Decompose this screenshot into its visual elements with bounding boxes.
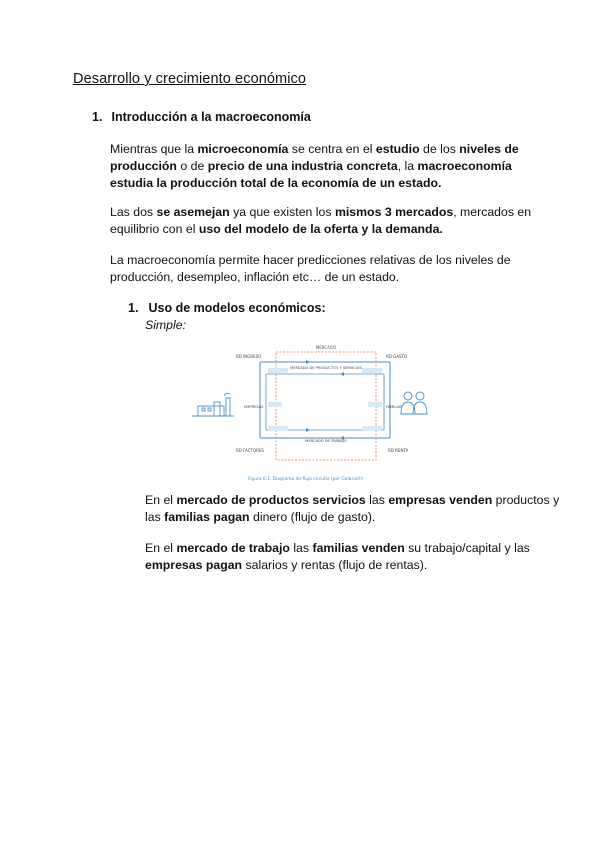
text: las	[289, 541, 313, 555]
text: salarios y rentas (flujo de rentas).	[242, 558, 428, 572]
flow-label-box	[368, 402, 382, 407]
text: productos y las	[145, 493, 560, 524]
bold-text: estudio	[375, 142, 420, 156]
flow-label-box	[268, 368, 288, 373]
bold-text: familias pagan	[164, 510, 250, 524]
paragraph-intro	[110, 141, 550, 192]
bold-text: mismos 3 mercados	[334, 205, 454, 219]
figure-caption: Figura 6.1. Diagrama de flujo circular (por Galbraith)	[248, 477, 364, 482]
text: En el	[145, 541, 177, 555]
section-number: 1.	[92, 110, 103, 124]
bold-text: mercado de trabajo	[176, 541, 290, 555]
bold-text: niveles de producción	[110, 142, 519, 173]
text: o de	[176, 159, 208, 173]
bold-text: empresas pagan	[145, 558, 243, 572]
paragraph-labor-market	[145, 540, 565, 574]
arrow-right-icon	[306, 428, 310, 432]
bold-text: familias venden	[312, 541, 405, 555]
arrow-right-icon	[306, 360, 310, 364]
text: , la	[397, 159, 418, 173]
text: Las dos	[110, 205, 157, 219]
text: su trabajo/capital y las	[404, 541, 530, 555]
label-products-market: MERCADO DE PRODUCTOS Y SERVICIOS	[290, 366, 362, 370]
flow-label-box	[268, 402, 282, 407]
text: las	[365, 493, 389, 507]
bold-text: se asemejan	[156, 205, 230, 219]
subsection-heading	[128, 301, 326, 315]
family-icon	[401, 392, 427, 414]
paragraph-similarity	[110, 204, 550, 238]
paragraph-products-market	[145, 492, 565, 526]
subsection-title: Uso de modelos económicos:	[148, 301, 326, 315]
circular-flow-diagram	[190, 338, 450, 488]
text: de los	[419, 142, 460, 156]
label-bottom-right: RD RENTA	[388, 448, 409, 453]
label-top-right: RD GASTO	[386, 354, 408, 359]
subsection-number: 1.	[128, 301, 139, 315]
text: En el	[145, 493, 177, 507]
bold-text: microeconomía	[197, 142, 289, 156]
subsection-subtitle: Simple:	[145, 318, 187, 332]
text: , mercados en equilibrio con el	[110, 205, 532, 236]
label-households: FAMILIAS	[386, 405, 403, 409]
label-firms: EMPRESAS	[244, 405, 264, 409]
paragraph-predictions: La macroeconomía permite hacer predicciones relativas de los niveles de producción, desempleo, inflación etc… de un estado.	[110, 253, 511, 284]
market-label: MERCADO	[315, 345, 337, 350]
label-bottom-left: RD FACTORES	[236, 448, 264, 453]
bold-text: macroeconomía estudia la producción total de la economía de un estado.	[110, 159, 512, 190]
flow-label-box	[362, 368, 382, 373]
bold-text: mercado de productos servicios	[176, 493, 366, 507]
diagram-svg	[190, 338, 450, 488]
section-title: Introducción a la macroeconomía	[111, 110, 311, 124]
arrow-left-icon	[340, 372, 344, 376]
bold-text: empresas venden	[388, 493, 493, 507]
label-labor-market: MERCADO DE TRABAJO	[305, 439, 347, 443]
page-title: Desarrollo y crecimiento económico	[73, 71, 307, 87]
text: Mientras que la	[110, 142, 198, 156]
text: se centra en el	[288, 142, 376, 156]
bold-text: uso del modelo de la oferta y la demanda.	[198, 222, 443, 236]
flow-label-box	[268, 426, 288, 431]
factory-icon	[192, 393, 234, 416]
label-top-left: RD INGRESO	[236, 354, 262, 359]
text: dinero (flujo de gasto).	[249, 510, 376, 524]
bold-text: precio de una industria concreta	[207, 159, 398, 173]
flow-label-box	[362, 426, 382, 431]
text: ya que existen los	[229, 205, 335, 219]
section-heading	[92, 110, 311, 124]
